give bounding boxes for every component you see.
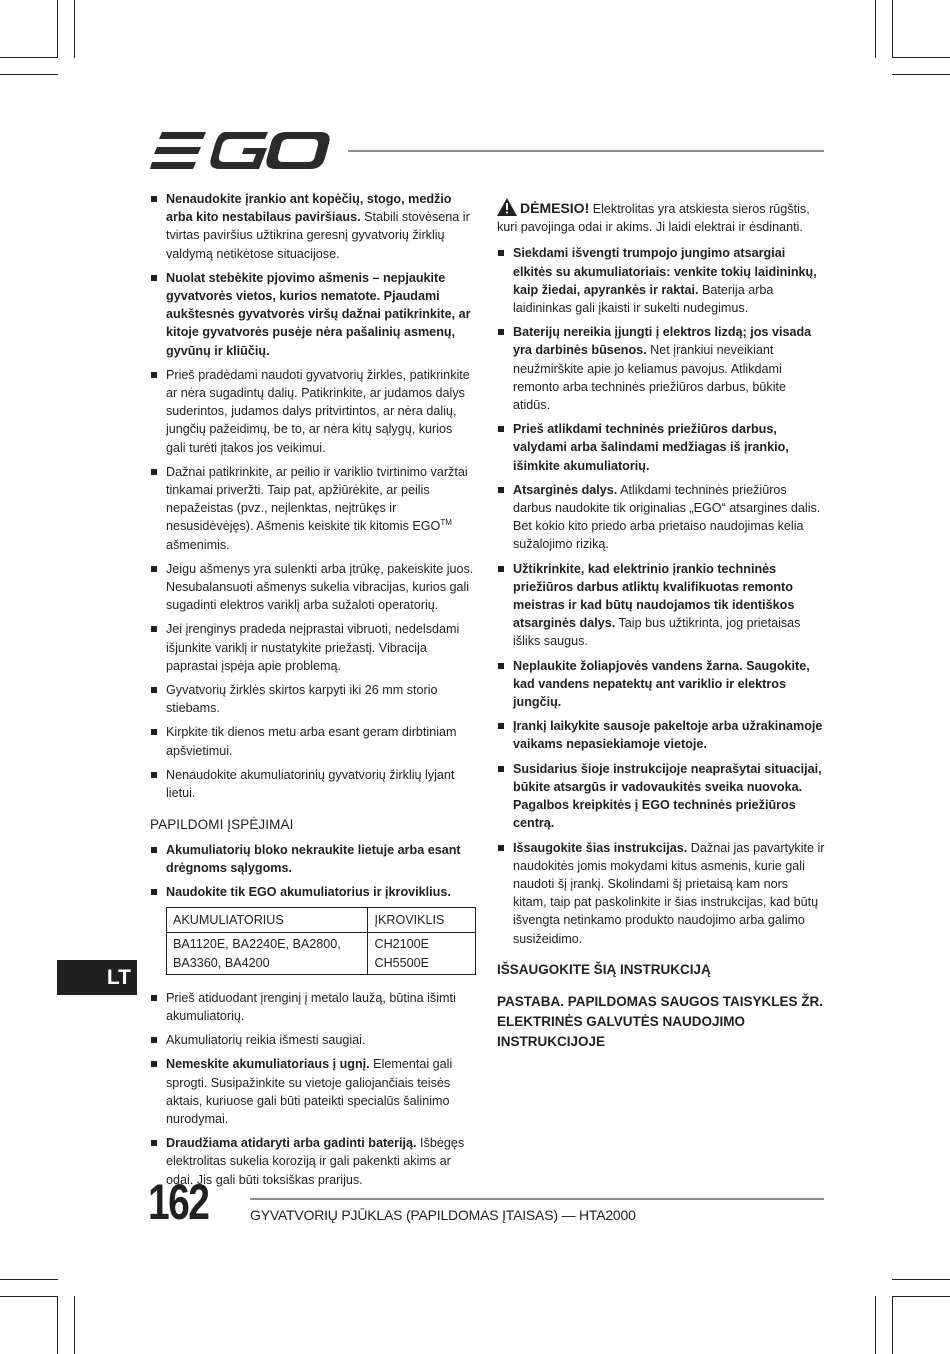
crop-mark <box>0 1279 58 1280</box>
crop-mark <box>57 1296 58 1354</box>
list-item: Dažnai patikrinkite, ar peilio ir variklio tvirtinimo varžtai tinkamai priveržti. Taip pat, apžiūrėkite, ar peilis nepažeistas (pvz., neįlenktas, neįtrūkęs ir nesusidėvėjęs). Ašmenis keiskite tik kitomis EGO™ ašmenimis. <box>150 463 475 554</box>
section-heading: PAPILDOMI ĮSPĖJIMAI <box>150 817 294 833</box>
crop-mark <box>892 57 950 58</box>
note-heading: PASTABA. PAPILDOMAS SAUGOS TAISYKLES ŽR. ELEKTRINĖS GALVUTĖS NAUDOJIMO INSTRUKCIJOJE <box>497 993 824 1049</box>
list-item: Išsaugokite šias instrukcijas. Dažnai jas pavartykite ir naudokitės jomis mokydami kitus asmenis, kurie gali naudoti šį įrankį. Skolindami šį prietaisą kam nors kitam, taip pat paskolinkite ir šias instrukcijas, kad būtų išvengta netinkamo produkto naudojimo arba galimo susižeidimo. <box>497 839 825 948</box>
list-item: Draudžiama atidaryti arba gadinti bateriją. Išbėgęs elektrolitas sukelia koroziją ir gali pakenkti akims ar odai. Jis gali būti toksiškas prarijus. <box>150 1134 475 1189</box>
list-item: Nuolat stebėkite pjovimo ašmenis – nepjaukite gyvatvorės vietos, kurios nematote. Pjaudami aukštesnės gyvatvorės viršų dažnai patikrinkite, ar kitoje gyvatvorės pusėje nėra pašalinių asmenų, gyvūnų ir kliūčių. <box>150 269 475 360</box>
table-header-row <box>167 908 476 933</box>
list-item: Jei įrenginys pradeda neįprastai vibruoti, nedelsdami išjunkite variklį ir nustatykite priežastį. Vibracija paprastai įspėja apie problemą. <box>150 620 475 675</box>
crop-mark <box>892 1296 950 1297</box>
list-item: Užtikrinkite, kad elektrinio įrankio techninės priežiūros darbus atliktų kvalifikuotas remonto meistras ir kad būtų naudojamos tik identiškos atsarginės dalys. Taip bus užtikrinta, jog prietaisas išliks saugus. <box>497 560 825 651</box>
table-row <box>167 933 476 974</box>
right-column <box>497 198 825 1058</box>
warning-paragraph: DĖMESIO! Elektrolitas yra atskiesta sieros rūgštis, kuri pavojinga odai ir akims. Ji laidi elektrai ir ėsdinanti. <box>497 200 810 235</box>
battery-charger-table <box>166 907 476 975</box>
list-item: Įrankį laikykite sausoje pakeltoje arba užrakinamoje vaikams nepasiekiamoje vietoje. <box>497 717 825 753</box>
list-item: Atsarginės dalys. Atlikdami techninės priežiūros darbus naudokite tik originalias „EGO“ atsargines dalis. Bet kokio kito priedo arba prietaiso naudojimas kelia sužalojimo riziką. <box>497 481 825 554</box>
table-header-cell: AKUMULIATORIUS <box>167 908 368 933</box>
bullet-list <box>150 190 475 802</box>
ego-logo <box>150 130 330 172</box>
table-cell: BA1120E, BA2240E, BA2800, BA3360, BA4200 <box>167 933 368 974</box>
list-item: Prieš atlikdami techninės priežiūros darbus, valydami arba šalindami medžiagas iš įrankio, išimkite akumuliatorių. <box>497 420 825 475</box>
list-item: Naudokite tik EGO akumuliatorius ir įkroviklius. <box>150 883 475 901</box>
footer-rule <box>250 1198 824 1200</box>
language-tab: LT <box>57 960 137 995</box>
list-item: Nenaudokite akumuliatorinių gyvatvorių žirklių lyjant lietui. <box>150 766 475 802</box>
list-item: Akumuliatorių bloko nekraukite lietuje arba esant drėgnoms sąlygoms. <box>150 841 475 877</box>
bullet-list <box>150 841 475 902</box>
list-item: Nenaudokite įrankio ant kopėčių, stogo, medžio arba kito nestabilaus paviršiaus. Stabili stovėsena ir tvirtas paviršius užtikrina geresnį gyvatvorių žirklių valdymą netikėtose situacijose. <box>150 190 475 263</box>
crop-mark <box>892 74 950 75</box>
crop-mark <box>0 74 58 75</box>
list-item: Jeigu ašmenys yra sulenkti arba įtrūkę, pakeiskite juos. Nesubalansuoti ašmenys sukelia vibracijas, kurios gali sugadinti elektros variklį arba sužaloti operatorių. <box>150 560 475 615</box>
crop-mark <box>875 0 876 58</box>
bullet-list <box>150 989 475 1189</box>
list-item: Baterijų nereikia įjungti į elektros lizdą; jos visada yra darbinės būsenos. Net įrankiui neveikiant neužmirškite apie jo keliamus pavojus. Atlikdami remonto arba techninės priežiūros darbus, būkite atidūs. <box>497 323 825 414</box>
page-number: 162 <box>148 1174 209 1230</box>
list-item: Prieš atiduodant įrenginį į metalo laužą, būtina išimti akumuliatorių. <box>150 989 475 1025</box>
list-item: Neplaukite žoliapjovės vandens žarna. Saugokite, kad vandens nepatektų ant variklio ir elektros jungčių. <box>497 657 825 712</box>
crop-mark <box>74 0 75 58</box>
crop-mark <box>875 1296 876 1354</box>
list-item: Kirpkite tik dienos metu arba esant geram dirbtiniam apšvietimui. <box>150 723 475 759</box>
list-item: Akumuliatorių reikia išmesti saugiai. <box>150 1031 475 1049</box>
header-rule <box>348 150 824 152</box>
save-instructions-heading: IŠSAUGOKITE ŠIĄ INSTRUKCIJĄ <box>497 961 711 977</box>
list-item: Gyvatvorių žirklės skirtos karpyti iki 26 mm storio stiebams. <box>150 681 475 717</box>
crop-mark <box>57 0 58 58</box>
table-cell: CH2100E CH5500E <box>368 933 476 974</box>
footer-title: GYVATVORIŲ PJŪKLAS (PAPILDOMAS ĮTAISAS) — HTA2000 <box>250 1207 636 1223</box>
trademark-mark: TM <box>440 518 452 528</box>
bullet-list <box>497 244 825 947</box>
warning-title: DĖMESIO! <box>520 200 590 216</box>
list-item: Susidarius šioje instrukcijoje neaprašytai situacijai, būkite atsargūs ir vadovaukitės sveika nuovoka. Pagalbos kreipkitės į EGO techninės priežiūros centrą. <box>497 760 825 833</box>
left-column <box>150 190 475 1195</box>
list-item: Nemeskite akumuliatoriaus į ugnį. Elementai gali sprogti. Susipažinkite su vietoje galiojančiais teisės aktais, kuriuose gali būti pateikti specialūs šalinimo nurodymai. <box>150 1055 475 1128</box>
crop-mark <box>892 1279 950 1280</box>
warning-triangle-icon <box>497 198 517 216</box>
crop-mark <box>0 57 58 58</box>
crop-mark <box>892 0 893 58</box>
crop-mark <box>74 1296 75 1354</box>
crop-mark <box>0 1296 58 1297</box>
table-header-cell: ĮKROVIKLIS <box>368 908 476 933</box>
list-item: Siekdami išvengti trumpojo jungimo atsargiai elkitės su akumuliatoriais: venkite tokių laidininkų, kaip žiedai, apyrankės ir raktai. Baterija arba laidininkas gali įkaisti ir sukelti nudegimus. <box>497 244 825 317</box>
crop-mark <box>892 1296 893 1354</box>
list-item: Prieš pradėdami naudoti gyvatvorių žirkles, patikrinkite ar nėra sugadintų dalių. Patikrinkite, ar judamos dalys suderintos, judamos dalys pritvirtintos, ar nėra dalių, jungčių pažeidimų, be to, ar nėra kitų sąlygų, kurios gali turėti įtakos jos veikimui. <box>150 366 475 457</box>
